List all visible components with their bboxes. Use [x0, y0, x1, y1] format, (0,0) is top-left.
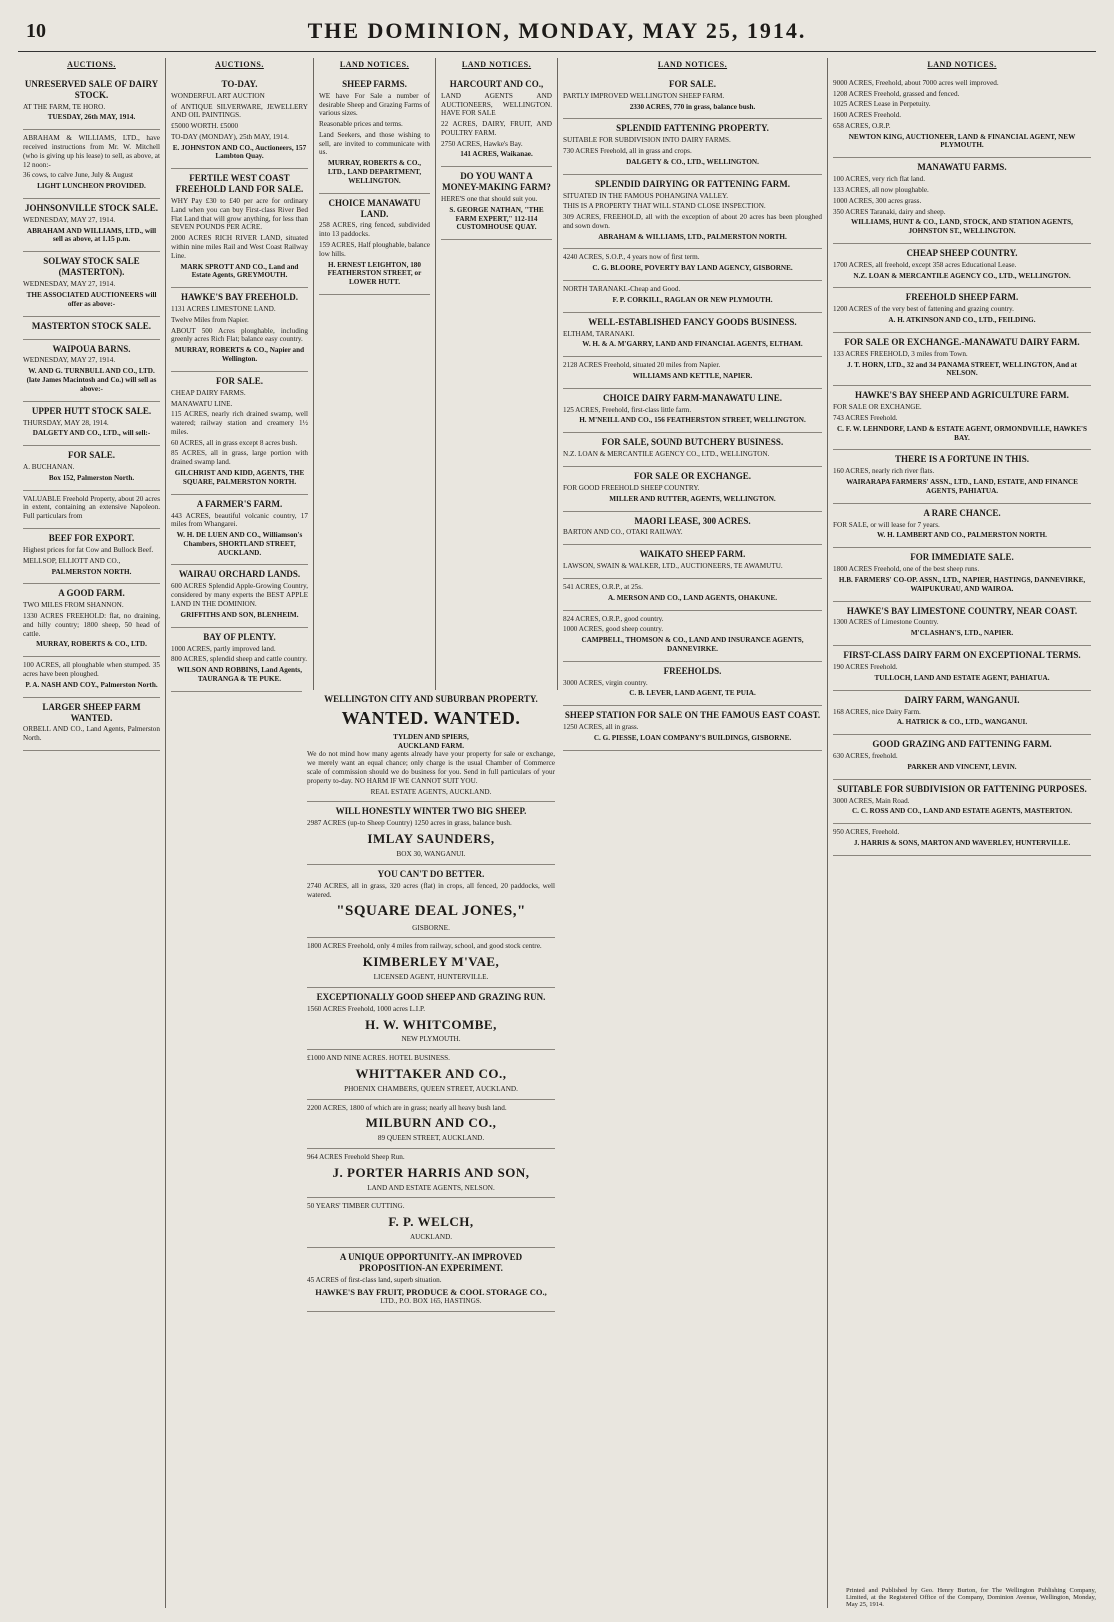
ad-title: MAORI LEASE, 300 ACRES.	[634, 515, 751, 526]
section-heading: AUCTIONS.	[67, 60, 116, 69]
ad-name: F. P. WELCH,	[388, 1214, 474, 1230]
classified-ad	[23, 698, 160, 752]
ad-address: LTD., P.O. BOX 165, HASTINGS.	[380, 1296, 482, 1305]
ad-text: 85 ACRES, all in grass, large portion with drained swamp land.	[171, 449, 308, 467]
ad-text: 2750 ACRES, Hawke's Bay.	[441, 139, 523, 148]
ad-text: LAWSON, SWAIN & WALKER, LTD., AUCTIONEERS, TE AWAMUTU.	[563, 562, 783, 571]
ad-name: "SQUARE DEAL JONES,"	[336, 903, 526, 920]
ad-agent: CAMPBELL, THOMSON & CO., LAND AND INSURANCE AGENTS, DANNEVIRKE.	[581, 636, 804, 653]
ad-agent: NEWTON KING, AUCTIONEER, LAND & FINANCIAL AGENT, NEW PLYMOUTH.	[848, 132, 1076, 150]
ad-agent: WAIRARAPA FARMERS' ASSN., LTD., LAND, ESTATE, AND FINANCE AGENTS, PAHIATUA.	[846, 478, 1078, 495]
ad-title: WILL HONESTLY WINTER TWO BIG SHEEP.	[335, 806, 527, 817]
ad-title: BEEF FOR EXPORT.	[48, 533, 135, 543]
ad-title: EXCEPTIONALLY GOOD SHEEP AND GRAZING RUN.	[316, 991, 546, 1002]
column-auctions-1	[18, 58, 166, 1608]
classified-ad	[833, 824, 1091, 856]
ad-title: MANAWATU FARMS.	[917, 162, 1007, 173]
ad-agent: ABRAHAM AND WILLIAMS, LTD., will sell as above, at 1.15 p.m.	[26, 226, 157, 244]
classified-ad	[441, 75, 552, 167]
ad-text: 824 ACRES, O.R.P., good country.	[563, 614, 664, 623]
ad-title: HAWKE'S BAY LIMESTONE COUNTRY, NEAR COAST.	[846, 605, 1078, 616]
ad-text: of ANTIQUE SILVERWARE, JEWELLERY AND OIL PAINTINGS.	[171, 102, 308, 120]
ad-agent: MILLER AND RUTTER, AGENTS, WELLINGTON.	[609, 494, 776, 503]
ad-body: 50 YEARS' TIMBER CUTTING.	[307, 1202, 405, 1211]
ad-agent: GRIFFITHS AND SON, BLENHEIM.	[180, 610, 299, 619]
ad-agent: DALGETY AND CO., LTD., will sell:-	[32, 429, 151, 438]
ad-text: THURSDAY, MAY 28, 1914.	[23, 418, 109, 427]
ad-agent: TUESDAY, 26th MAY, 1914.	[47, 113, 136, 122]
ad-agent: TULLOCH, LAND AND ESTATE AGENT, PAHIATUA.	[874, 673, 1050, 682]
ad-agent: A. H. ATKINSON AND CO., LTD., FEILDING.	[888, 316, 1036, 325]
classified-ad	[563, 467, 822, 512]
ad-title: LARGER SHEEP FARM WANTED.	[42, 701, 141, 723]
ad-body: 964 ACRES Freehold Sheep Run.	[307, 1153, 405, 1162]
ad-text: ORBELL AND CO., Land Agents, Palmerston North.	[23, 725, 160, 743]
ad-title: CHOICE DAIRY FARM-MANAWATU LINE.	[602, 392, 782, 403]
ad-agent: MARK SPROTT AND CO., Land and Estate Agents, GREYMOUTH.	[180, 262, 299, 280]
ad-title: HAWKE'S BAY SHEEP AND AGRICULTURE FARM.	[855, 390, 1069, 401]
imprint: Printed and Published by Geo. Henry Burton, for The Wellington Publishing Company, Limited, at the Registered Office of the Company, Dominion Avenue, Wellington, Monday, May 25, 1914.	[846, 1587, 1096, 1608]
ad-text: FOR SALE OR EXCHANGE.	[833, 403, 922, 412]
classified-ad	[23, 529, 160, 584]
ad-text: 100 ACRES, all ploughable when stumped. 35 acres have been ploughed.	[23, 661, 160, 678]
ad-agent: PARKER AND VINCENT, LEVIN.	[907, 762, 1017, 771]
ad-agent: H.B. FARMERS' CO-OP. ASSN., LTD., NAPIER, HASTINGS, DANNEVIRKE, WAIPUKURAU, AND WAIROA.	[838, 575, 1086, 593]
classified-ad	[563, 662, 822, 707]
classified-ad	[23, 446, 160, 491]
ad-body: 2740 ACRES, all in grass, 320 acres (flat) in crops, all fenced, 20 paddocks, well watered.	[307, 881, 555, 899]
classified-ad	[171, 628, 308, 692]
ad-text: WEDNESDAY, MAY 27, 1914.	[23, 280, 116, 289]
ad-title: FOR SALE.	[215, 375, 263, 386]
ad-text: 3000 ACRES, virgin country.	[563, 678, 648, 687]
ad-title: CHOICE MANAWATU LAND.	[328, 197, 421, 219]
classified-ad	[319, 194, 430, 295]
ad-text: 2000 ACRES RICH RIVER LAND, situated within nine miles Rail and West Coast Railway Line.	[171, 234, 308, 260]
ad-text: WONDERFUL ART AUCTION	[171, 91, 265, 100]
ad-agent: Box 152, Palmerston North.	[48, 473, 135, 482]
ad-text: 2128 ACRES Freehold, situated 20 miles from Napier.	[563, 361, 721, 370]
ad-text: Twelve Miles from Napier.	[171, 315, 249, 324]
classified-ad	[23, 584, 160, 657]
ad-agent: S. GEORGE NATHAN, "THE FARM EXPERT," 112-114 CUSTOMHOUSE QUAY.	[449, 205, 544, 232]
ad-title: A RARE CHANCE.	[923, 507, 1001, 518]
ad-title: SHEEP STATION FOR SALE ON THE FAMOUS EAST COAST.	[564, 710, 821, 721]
ad-text: 100 ACRES, very rich flat land.	[833, 175, 926, 184]
ad-title: FREEHOLDS.	[663, 665, 722, 676]
ad-text: FOR GOOD FREEHOLD SHEEP COUNTRY.	[563, 483, 700, 492]
classified-ad	[23, 130, 160, 199]
ad-agent: N.Z. LOAN & MERCANTILE AGENCY CO., LTD., WELLINGTON.	[853, 271, 1071, 280]
ad-agent: C. C. ROSS AND CO., LAND AND ESTATE AGENTS, MASTERTON.	[851, 807, 1072, 816]
ad-name: MILBURN AND CO.,	[365, 1115, 497, 1131]
ad-text: 3000 ACRES, Main Road.	[833, 796, 910, 805]
classified-ad	[833, 450, 1091, 503]
classified-ad	[563, 579, 822, 611]
ad-text: N.Z. LOAN & MERCANTILE AGENCY CO., LTD., WELLINGTON.	[563, 450, 770, 459]
ad-text: 115 ACRES, nearly rich drained swamp, well watered; railway station and creamery 1½ miles.	[171, 410, 308, 436]
ad-text: TWO MILES FROM SHANNON.	[23, 601, 124, 610]
page-number: 10	[26, 20, 46, 42]
classified-ad	[563, 357, 822, 389]
ad-title: WELL-ESTABLISHED FANCY GOODS BUSINESS.	[588, 316, 797, 327]
ad-title: JOHNSONVILLE STOCK SALE.	[24, 202, 159, 213]
ad-headline: WANTED. WANTED.	[341, 707, 521, 728]
ad-text: 443 ACRES, beautiful volcanic country, 17 miles from Whangarei.	[171, 511, 308, 529]
classified-ad	[171, 75, 308, 169]
ad-text: 22 ACRES, DAIRY, FRUIT, AND POULTRY FARM.	[441, 120, 552, 137]
ad-text: 4240 ACRES, S.O.P., 4 years now of first term.	[563, 253, 700, 262]
ad-address: LAND AND ESTATE AGENTS, NELSON.	[367, 1183, 495, 1192]
ad-text: ABOUT 500 Acres ploughable, including greenly acres Rich Flat; balance easy country.	[171, 326, 308, 344]
section-heading: LAND NOTICES.	[657, 60, 728, 69]
ad-text: WEDNESDAY, MAY 27, 1914.	[23, 215, 116, 224]
ad-text: 1700 ACRES, all freehold, except 358 acres Educational Lease.	[833, 260, 1017, 269]
ad-agent: DALGETY & CO., LTD., WELLINGTON.	[626, 157, 759, 166]
ad-text: 1000 ACRES, partly improved land.	[171, 644, 276, 653]
section-heading: LAND NOTICES.	[339, 60, 410, 69]
ad-body: 45 ACRES of first-class land, superb situation.	[307, 1275, 442, 1284]
ad-agent: 141 ACRES, Waikanae.	[460, 150, 533, 159]
porter-harris-ad	[307, 1149, 555, 1198]
ad-address: GISBORNE.	[412, 923, 450, 932]
ad-address: 89 QUEEN STREET, AUCKLAND.	[377, 1134, 485, 1143]
column-land-notices-4	[828, 58, 1096, 1608]
ad-agent: M'CLASHAN'S, LTD., NAPIER.	[910, 629, 1014, 638]
ad-text: £5000 WORTH. £5000	[171, 122, 239, 131]
ad-title: CHEAP SHEEP COUNTRY.	[906, 247, 1018, 258]
imlay-ad	[307, 802, 555, 864]
classified-ad	[563, 249, 822, 281]
ad-agent: H. ERNEST LEIGHTON, 180 FEATHERSTON STREET, or LOWER HUTT.	[327, 260, 422, 287]
ad-text: FOR SALE, or will lease for 7 years.	[833, 520, 940, 529]
classified-ad	[23, 491, 160, 529]
ad-agent: J. HARRIS & SONS, MARTON AND WAVERLEY, HUNTERVILLE.	[853, 838, 1071, 847]
ad-text: WHY Pay £30 to £40 per acre for ordinary Land when you can buy First-class River Bed Flat Land that will grow anything, for less than SEVEN POUNDS PER ACRE.	[171, 197, 308, 232]
hawkes-bay-fruit-ad	[307, 1248, 555, 1312]
ad-text: 190 ACRES Freehold.	[833, 663, 898, 671]
section-heading: LAND NOTICES.	[927, 60, 997, 69]
ad-name: HAWKE'S BAY FRUIT, PRODUCE & COOL STORAGE CO.,	[315, 1286, 547, 1297]
ad-text: 1000 ACRES, 300 acres grass.	[833, 196, 922, 205]
ad-title: SPLENDID DAIRYING OR FATTENING FARM.	[595, 178, 790, 189]
ad-title: FOR SALE.	[67, 450, 115, 461]
classified-ad	[23, 75, 160, 131]
ad-agent: PALMERSTON NORTH.	[51, 567, 132, 576]
ad-agent: H. M'NEILL AND CO., 156 FEATHERSTON STREET, WELLINGTON.	[579, 416, 806, 425]
ad-body: 1800 ACRES Freehold, only 4 miles from railway, school, and good stock centre.	[307, 942, 542, 951]
classified-ad	[23, 252, 160, 316]
ad-title: WAIRAU ORCHARD LANDS.	[178, 569, 301, 580]
ad-text: 1600 ACRES Freehold.	[833, 111, 902, 120]
classified-ad	[833, 158, 1091, 244]
ad-title: FIRST-CLASS DAIRY FARM ON EXCEPTIONAL TERMS.	[843, 650, 1081, 661]
ad-title: FOR IMMEDIATE SALE.	[910, 552, 1014, 563]
classified-ad	[833, 244, 1091, 289]
ad-text: ELTHAM, TARANAKI.	[563, 329, 635, 338]
ad-text: 133 ACRES, all now ploughable.	[833, 185, 929, 194]
classified-ad	[563, 545, 822, 579]
ad-text: CHEAP DAIRY FARMS.	[171, 388, 246, 397]
ad-address: NEW PLYMOUTH.	[401, 1035, 461, 1044]
ad-text: THIS IS A PROPERTY THAT WILL STAND CLOSE INSPECTION.	[563, 202, 766, 211]
ad-title: A FARMER'S FARM.	[196, 498, 283, 509]
ad-name: KIMBERLEY M'VAE,	[362, 954, 500, 970]
ad-text: HERE'S one that should suit you.	[441, 195, 538, 204]
ad-agent: ABRAHAM & WILLIAMS, LTD., PALMERSTON NORTH.	[598, 232, 787, 241]
ad-body: We do not mind how many agents already have your property for sale or exchange, we merely want an equal chance; only charge is the usual Chamber of Commerce scale of commission should we do business for you. Send in full particulars of your property to-day. NO HARM IF WE CANNOT SUIT YOU.	[307, 750, 555, 785]
ad-agent: W. H. DE LUEN AND CO., Williamson's Chambers, SHORTLAND STREET, AUCKLAND.	[176, 531, 303, 557]
square-deal-ad	[307, 865, 555, 939]
ad-title: BAY OF PLENTY.	[203, 631, 276, 642]
ad-sub: AUCKLAND FARM.	[397, 741, 465, 750]
classified-ad	[563, 706, 822, 751]
classified-ad	[563, 433, 822, 467]
ad-text: 950 ACRES, Freehold.	[833, 828, 900, 837]
ad-title: FOR SALE.	[668, 78, 716, 89]
ad-agent: WILLIAMS, HUNT & CO., LAND, STOCK, AND STATION AGENTS, JOHNSTON ST., WELLINGTON.	[851, 218, 1073, 236]
classified-ad	[441, 167, 552, 240]
ad-agent: A. MERSON AND CO., LAND AGENTS, OHAKUNE.	[607, 593, 778, 602]
section-heading: LAND NOTICES.	[461, 60, 532, 69]
ad-agent: W. H. & A. M'GARRY, LAND AND FINANCIAL AGENTS, ELTHAM.	[582, 340, 803, 349]
ad-text: MANAWATU LINE.	[171, 399, 233, 408]
ad-title: FOR SALE OR EXCHANGE.	[633, 470, 751, 481]
classified-ad	[23, 402, 160, 447]
ad-text: A. BUCHANAN.	[23, 463, 75, 472]
ad-text: PARTLY IMPROVED WELLINGTON SHEEP FARM.	[563, 91, 725, 100]
ad-text: AT THE FARM, TE HORO.	[23, 102, 106, 111]
ad-agent: A. HATRICK & CO., LTD., WANGANUI.	[896, 718, 1028, 727]
ad-text: ABRAHAM & WILLIAMS, LTD., have received instructions from Mr. W. Mitchell (who is giving up his lease) to sell, as above, at 12 noon:-	[23, 134, 160, 169]
classified-ad	[833, 735, 1091, 780]
ad-text: 160 ACRES, nearly rich river flats.	[833, 467, 935, 476]
classified-ad	[171, 495, 308, 566]
ad-title: WAIPOUA BARNS.	[52, 343, 131, 354]
classified-ad	[563, 175, 822, 250]
ad-text: 1330 ACRES FREEHOLD: flat, no draining, and hilly country; 1800 sheep, 50 head of cattle.	[23, 612, 160, 638]
ad-title: DO YOU WANT A MONEY-MAKING FARM?	[442, 171, 551, 193]
ad-title: FREEHOLD SHEEP FARM.	[905, 292, 1019, 303]
ad-body: £1000 AND NINE ACRES. HOTEL BUSINESS.	[307, 1054, 450, 1063]
ad-title: HAWKE'S BAY FREEHOLD.	[180, 292, 299, 303]
ad-text: Land Seekers, and those wishing to sell, are invited to communicate with us.	[319, 130, 430, 157]
ad-name: H. W. WHITCOMBE,	[365, 1016, 497, 1032]
ad-body: 2200 ACRES, 1800 of which are in grass; nearly all heavy bush land.	[307, 1103, 507, 1112]
ad-agent: GILCHRIST AND KIDD, AGENTS, THE SQUARE, PALMERSTON NORTH.	[174, 469, 305, 486]
ad-footer: REAL ESTATE AGENTS, AUCKLAND.	[370, 787, 492, 796]
ad-text: 743 ACRES Freehold.	[833, 414, 898, 422]
ad-text: Reasonable prices and terms.	[319, 120, 403, 129]
ad-title: TO-DAY.	[221, 78, 258, 89]
wanted-ad	[307, 690, 555, 802]
ad-title: UNRESERVED SALE OF DAIRY STOCK.	[24, 78, 159, 100]
ad-title: MASTERTON STOCK SALE.	[31, 320, 152, 331]
ad-text: SUITABLE FOR SUBDIVISION INTO DAIRY FARMS.	[563, 136, 731, 145]
ad-title: WELLINGTON CITY AND SUBURBAN PROPERTY.	[324, 694, 538, 704]
ad-name: J. PORTER HARRIS AND SON,	[332, 1164, 530, 1180]
classified-ad	[563, 313, 822, 358]
ad-agent: WILLIAMS AND KETTLE, NAPIER.	[632, 371, 753, 380]
ad-title: SOLWAY STOCK SALE (MASTERTON).	[43, 256, 140, 278]
ad-agent: TYLDEN AND SPIERS,	[393, 732, 469, 741]
ad-text: 168 ACRES, nice Dairy Farm.	[833, 707, 921, 716]
ad-text: MELLSOP, ELLIOTT AND CO.,	[23, 556, 121, 565]
classified-ad	[563, 611, 822, 662]
classified-ad	[563, 75, 822, 120]
ad-text: SITUATED IN THE FAMOUS POHANGINA VALLEY.	[563, 191, 729, 200]
classified-ad	[563, 512, 822, 546]
ad-agent: MURRAY, ROBERTS & CO., Napier and Wellington.	[174, 346, 305, 364]
ad-text: VALUABLE Freehold Property, about 20 acres in extent, containing an extensive Napoleon. Full particulars from	[23, 494, 160, 521]
classified-ad	[23, 199, 160, 252]
ad-agent: MURRAY, ROBERTS & CO., LTD.	[36, 640, 147, 649]
ad-text: 350 ACRES Taranaki, dairy and sheep.	[833, 207, 946, 216]
ad-name: IMLAY SAUNDERS,	[367, 831, 495, 847]
ad-text: 309 ACRES, FREEHOLD, all with the exception of about 20 acres has been ploughed and sown down.	[563, 213, 822, 230]
classified-ad	[833, 333, 1091, 386]
ad-text: 125 ACRES, Freehold, first-class little farm.	[563, 405, 692, 414]
ad-text: WEDNESDAY, MAY 27, 1914.	[23, 356, 116, 365]
ad-text: 1000 ACRES, good sheep country.	[563, 625, 664, 634]
ad-title: SPLENDID FATTENING PROPERTY.	[616, 123, 769, 134]
ad-text: 9000 ACRES, Freehold, about 7000 acres well improved.	[833, 78, 999, 87]
ad-title: DAIRY FARM, WANGANUI.	[904, 694, 1020, 705]
classified-ad	[833, 504, 1091, 549]
classified-ad	[833, 646, 1091, 691]
whitcombe-ad	[307, 988, 555, 1050]
ad-agent: 2330 ACRES, 770 in grass, balance bush.	[629, 102, 756, 111]
classified-ad	[833, 288, 1091, 333]
ad-text: 1800 ACRES Freehold, one of the best sheep runs.	[833, 565, 980, 574]
ad-agent: THE ASSOCIATED AUCTIONEERS will offer as above:-	[26, 290, 157, 308]
ad-agent: C. B. LEVER, LAND AGENT, TE PUIA.	[629, 689, 756, 698]
column-land-notices-3	[558, 58, 828, 1608]
ad-title: GOOD GRAZING AND FATTENING FARM.	[872, 739, 1052, 750]
ad-title: UPPER HUTT STOCK SALE.	[31, 405, 152, 416]
ad-text: 133 ACRES FREEHOLD, 3 miles from Town.	[833, 349, 968, 358]
ad-text: Highest prices for fat Cow and Bullock Beef.	[23, 545, 154, 554]
ad-text: BARTON AND CO., OTAKI RAILWAY.	[563, 528, 683, 537]
ad-agent: C. G. BLOORE, POVERTY BAY LAND AGENCY, GISBORNE.	[592, 264, 793, 273]
classified-ad	[23, 340, 160, 402]
ad-address: BOX 30, WANGANUI.	[396, 850, 466, 858]
ad-agent: C. G. PIESSE, LOAN COMPANY'S BUILDINGS, GISBORNE.	[593, 733, 792, 742]
ad-text: 1208 ACRES Freehold, grassed and fenced.	[833, 89, 960, 98]
ad-agent: F. P. CORKILL, RAGLAN OR NEW PLYMOUTH.	[612, 295, 773, 304]
ad-title: A GOOD FARM.	[58, 588, 125, 599]
ad-agent: E. JOHNSTON AND CO., Auctioneers, 157 Lambton Quay.	[172, 143, 307, 161]
classified-ad	[563, 389, 822, 434]
ad-text: 600 ACRES Splendid Apple-Growing Country, considered by many experts the BEST APPLE LAND IN THE DOMINION.	[171, 582, 308, 608]
classified-ad	[833, 691, 1091, 736]
classified-ad	[171, 565, 308, 627]
ad-address: LICENSED AGENT, HUNTERVILLE.	[373, 973, 489, 982]
ad-title: THERE IS A FORTUNE IN THIS.	[894, 454, 1030, 465]
masthead	[18, 14, 1096, 52]
ad-text: 730 ACRES Freehold, all in grass and crops.	[563, 147, 692, 156]
ad-address: AUCKLAND.	[409, 1233, 453, 1242]
wide-ads-block	[302, 690, 560, 1608]
newspaper-title: THE DOMINION, MONDAY, MAY 25, 1914.	[307, 18, 807, 43]
classified-ad	[171, 288, 308, 372]
classified-ad	[171, 372, 308, 495]
ad-text: 60 ACRES, all in grass except 8 acres bush.	[171, 438, 298, 447]
ad-agent: W. AND G. TURNBULL AND CO., LTD. (late James Macintosh and Co.) will sell as above:-	[26, 367, 157, 393]
ad-text: 1131 ACRES LIMESTONE LAND.	[171, 305, 276, 314]
ad-text: 36 cows, to calve June, July & August	[23, 171, 133, 180]
ad-body: 1560 ACRES Freehold, 1000 acres L.I.P.	[307, 1004, 425, 1013]
ad-agent: WILSON AND ROBBINS, Land Agents, TAURANGA & TE PUKE.	[176, 666, 302, 683]
ad-title: A UNIQUE OPPORTUNITY.-AN IMPROVED PROPOSITION-AN EXPERIMENT.	[339, 1251, 523, 1273]
ad-agent: J. T. HORN, LTD., 32 and 34 PANAMA STREET, WELLINGTON, And at NELSON.	[847, 360, 1077, 378]
ad-text: 800 ACRES, splendid sheep and cattle country.	[171, 655, 308, 664]
classified-ad	[23, 317, 160, 340]
ad-text: 1200 ACRES of the very best of fattening and grazing country.	[833, 305, 1014, 314]
ad-agent: C. F. W. LEHNDORF, LAND & ESTATE AGENT, ORMONDVILLE, HAWKE'S BAY.	[836, 424, 1088, 442]
ad-text: 658 ACRES, O.R.P.	[833, 121, 891, 130]
ad-agent: W. H. LAMBERT AND CO., PALMERSTON NORTH.	[877, 531, 1047, 540]
ad-name: WHITTAKER AND CO.,	[355, 1065, 507, 1081]
ad-text: 1300 ACRES of Limestone Country.	[833, 618, 939, 627]
ad-text: 258 ACRES, ring fenced, subdivided into 13 paddocks.	[319, 221, 430, 239]
ad-title: FERTILE WEST COAST FREEHOLD LAND FOR SALE.	[175, 173, 304, 195]
ad-text: WE have For Sale a number of desirable Sheep and Grazing Farms of various sizes.	[319, 91, 430, 118]
ad-text: 1025 ACRES Lease in Perpetuity.	[833, 100, 931, 109]
classified-ad	[171, 169, 308, 288]
ad-text: 630 ACRES, freehold.	[833, 752, 898, 761]
ad-title: HARCOURT AND CO.,	[449, 78, 544, 89]
welch-ad	[307, 1198, 555, 1247]
classified-ad	[563, 281, 822, 313]
ad-text: 1250 ACRES, all in grass.	[563, 723, 639, 732]
ad-title: FOR SALE OR EXCHANGE.-MANAWATU DAIRY FARM.	[844, 336, 1080, 347]
ad-text: TO-DAY (MONDAY), 25th MAY, 1914.	[171, 132, 289, 141]
whittaker-ad	[307, 1050, 555, 1099]
ad-title: WAIKATO SHEEP FARM.	[639, 549, 746, 560]
ad-text: 541 ACRES, O.R.P., at 25s.	[563, 583, 643, 591]
classified-ad	[23, 657, 160, 697]
ad-agent: P. A. NASH AND COY., Palmerston North.	[25, 680, 158, 689]
ad-agent: MURRAY, ROBERTS & CO., LTD., LAND DEPARTMENT, WELLINGTON.	[327, 159, 422, 185]
column-auctions-2	[166, 58, 314, 1608]
classified-ad	[833, 780, 1091, 825]
classified-ad	[319, 75, 430, 194]
ad-agent: LIGHT LUNCHEON PROVIDED.	[37, 182, 146, 191]
kimberley-ad	[307, 938, 555, 987]
ad-title: YOU CAN'T DO BETTER.	[377, 868, 485, 879]
ad-title: SHEEP FARMS.	[342, 78, 407, 89]
classified-ad	[833, 386, 1091, 450]
ad-body: 2987 ACRES (up-to Sheep Country) 1250 acres in grass, balance bush.	[307, 819, 512, 828]
milburn-ad	[307, 1100, 555, 1149]
classified-ad	[833, 602, 1091, 647]
section-heading: AUCTIONS.	[215, 60, 264, 69]
classified-ad	[563, 119, 822, 174]
ad-text: NORTH TARANAKI.-Cheap and Good.	[563, 285, 681, 294]
ad-text: 159 ACRES, Half ploughable, balance low hills.	[319, 241, 430, 258]
classified-ad	[833, 75, 1091, 158]
ad-address: PHOENIX CHAMBERS, QUEEN STREET, AUCKLAND.	[344, 1084, 518, 1093]
ad-title: FOR SALE, SOUND BUTCHERY BUSINESS.	[601, 437, 784, 448]
classified-ad	[833, 548, 1091, 601]
ad-text: LAND AGENTS AND AUCTIONEERS, WELLINGTON. HAVE FOR SALE	[441, 91, 552, 118]
ad-title: SUITABLE FOR SUBDIVISION OR FATTENING PURPOSES.	[837, 783, 1087, 794]
